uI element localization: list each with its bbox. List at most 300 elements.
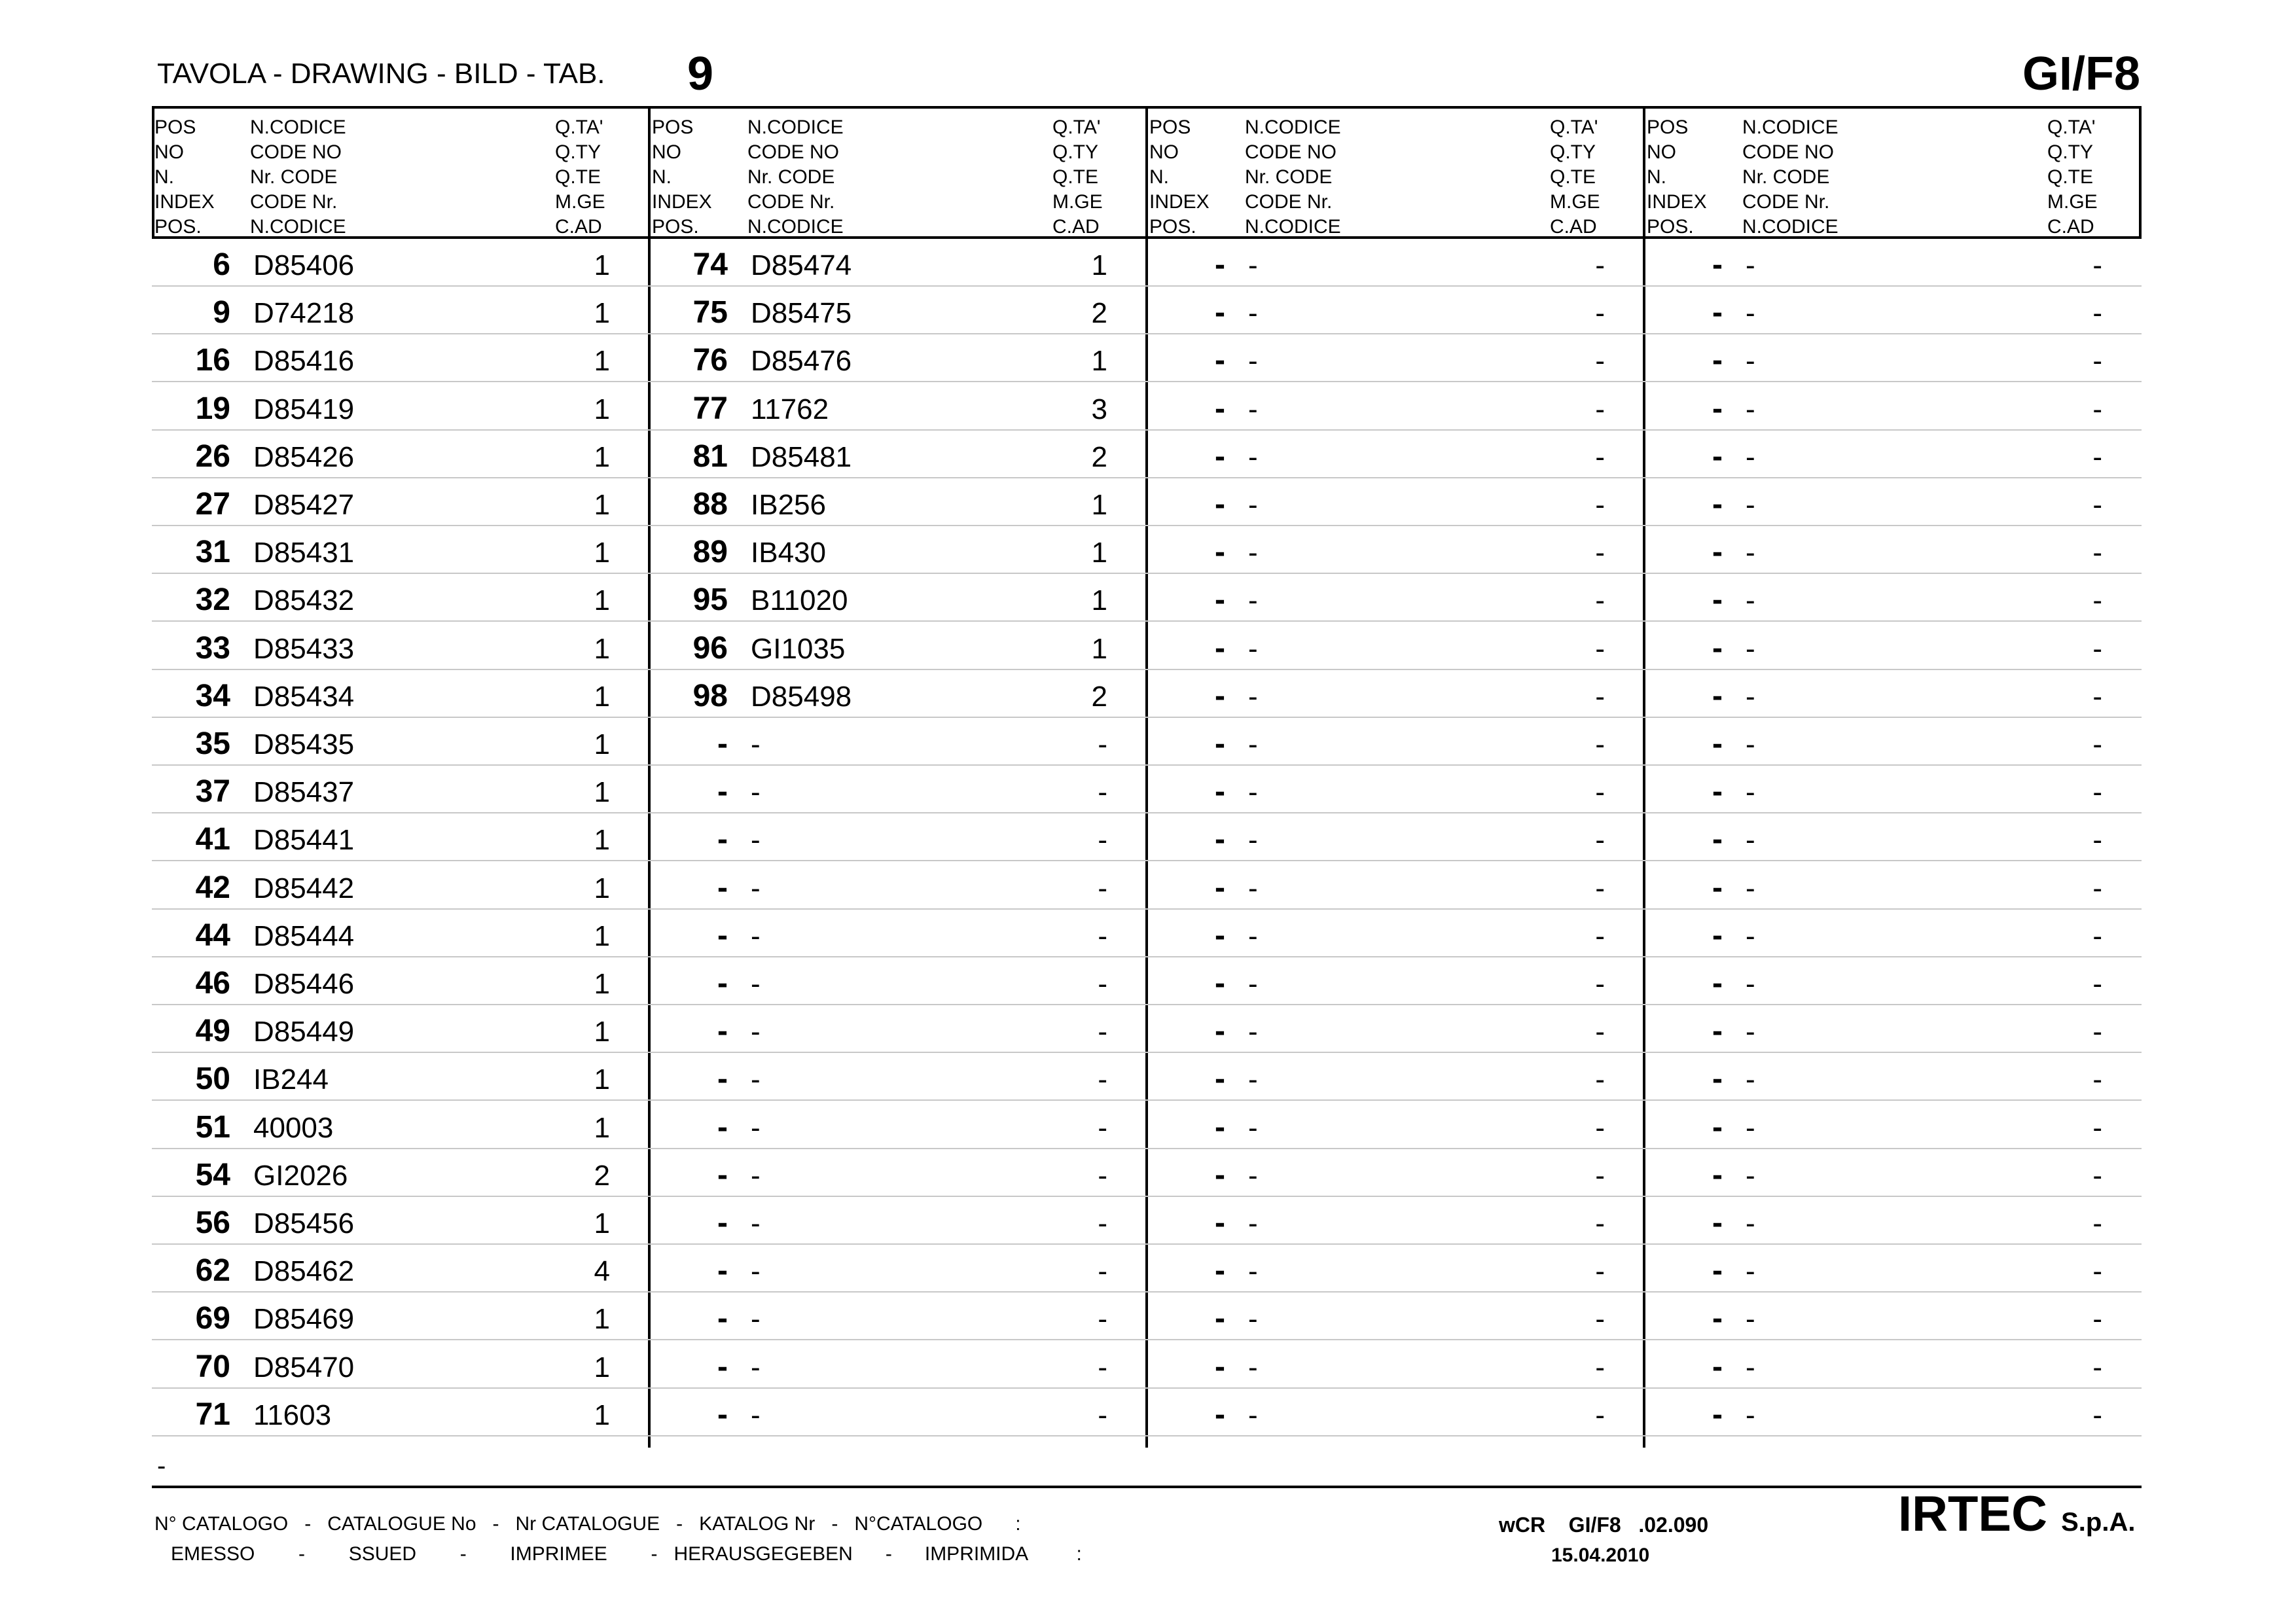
row-position: 96 bbox=[692, 630, 728, 666]
row-position: - bbox=[1215, 1301, 1225, 1336]
row-code: - bbox=[1248, 1207, 1258, 1240]
row-code: - bbox=[1248, 632, 1258, 665]
row-quantity: - bbox=[1098, 1111, 1107, 1144]
row-quantity: 1 bbox=[594, 872, 610, 904]
row-position: - bbox=[1215, 630, 1225, 666]
row-quantity: 2 bbox=[1091, 297, 1107, 330]
row-position: - bbox=[717, 1301, 728, 1336]
row-quantity: 2 bbox=[1091, 440, 1107, 473]
row-code: - bbox=[1746, 440, 1755, 473]
row-code: - bbox=[751, 1351, 761, 1383]
row-quantity: - bbox=[2092, 393, 2102, 425]
row-position: - bbox=[1215, 822, 1225, 857]
row-quantity: - bbox=[2092, 872, 2102, 904]
row-quantity: 1 bbox=[594, 1063, 610, 1096]
row-position: - bbox=[1215, 726, 1225, 761]
row-quantity: 1 bbox=[594, 440, 610, 473]
row-position: - bbox=[1712, 1349, 1723, 1384]
row-position: - bbox=[1712, 1253, 1723, 1289]
row-quantity: - bbox=[2092, 440, 2102, 473]
header-pos: POS NO N. INDEX POS. bbox=[652, 116, 712, 238]
row-quantity: - bbox=[1098, 1207, 1107, 1240]
row-code: - bbox=[1248, 393, 1258, 425]
row-code: - bbox=[1248, 872, 1258, 904]
row-quantity: - bbox=[1098, 872, 1107, 904]
row-quantity: - bbox=[2092, 1111, 2102, 1144]
row-quantity: - bbox=[1098, 776, 1107, 809]
row-position: - bbox=[1712, 438, 1723, 474]
row-code: D85462 bbox=[253, 1255, 355, 1288]
row-position: 70 bbox=[195, 1349, 230, 1384]
row-quantity: 1 bbox=[594, 632, 610, 665]
row-position: 77 bbox=[692, 391, 728, 426]
row-position: 41 bbox=[195, 822, 230, 857]
row-quantity: 1 bbox=[1091, 584, 1107, 617]
table-row bbox=[152, 670, 2142, 718]
row-position: - bbox=[717, 1349, 728, 1384]
row-code: 11762 bbox=[751, 393, 829, 425]
row-position: - bbox=[717, 822, 728, 857]
row-code: 11603 bbox=[253, 1399, 332, 1431]
row-code: D85427 bbox=[253, 489, 355, 521]
row-quantity: - bbox=[2092, 1255, 2102, 1288]
row-quantity: - bbox=[1098, 1351, 1107, 1383]
row-position: - bbox=[1712, 678, 1723, 713]
table-number: 9 bbox=[687, 48, 714, 100]
row-position: - bbox=[1712, 1109, 1723, 1145]
row-position: - bbox=[1215, 1157, 1225, 1192]
row-quantity: - bbox=[1595, 824, 1605, 857]
row-code: - bbox=[1248, 297, 1258, 330]
row-quantity: - bbox=[1595, 537, 1605, 569]
row-quantity: - bbox=[2092, 1399, 2102, 1431]
row-position: - bbox=[1215, 774, 1225, 810]
row-code: D85432 bbox=[253, 584, 355, 617]
row-position: - bbox=[1712, 535, 1723, 570]
row-code: D85437 bbox=[253, 776, 355, 809]
table-row bbox=[152, 910, 2142, 957]
row-code: - bbox=[1248, 345, 1258, 378]
row-code: 40003 bbox=[253, 1111, 334, 1144]
row-code: - bbox=[751, 1255, 761, 1288]
row-quantity: 1 bbox=[594, 776, 610, 809]
row-code: B11020 bbox=[751, 584, 848, 617]
row-position: 31 bbox=[195, 535, 230, 570]
row-code: - bbox=[751, 1159, 761, 1192]
row-code: - bbox=[751, 919, 761, 952]
row-quantity: 1 bbox=[1091, 249, 1107, 281]
row-code: D85469 bbox=[253, 1303, 355, 1336]
row-code: - bbox=[1248, 1399, 1258, 1431]
row-code: - bbox=[1746, 680, 1755, 713]
row-quantity: - bbox=[1595, 249, 1605, 281]
row-quantity: 2 bbox=[1091, 680, 1107, 713]
row-quantity: - bbox=[1595, 1063, 1605, 1096]
issue-date: 15.04.2010 bbox=[1551, 1544, 1650, 1566]
row-code: D85470 bbox=[253, 1351, 355, 1383]
row-code: - bbox=[1746, 1159, 1755, 1192]
row-quantity: - bbox=[1595, 345, 1605, 378]
row-position: - bbox=[1712, 630, 1723, 666]
row-position: - bbox=[1712, 966, 1723, 1001]
row-quantity: 1 bbox=[594, 1207, 610, 1240]
row-quantity: - bbox=[1595, 1399, 1605, 1431]
row-code: - bbox=[1746, 345, 1755, 378]
row-code: - bbox=[1746, 776, 1755, 809]
row-position: - bbox=[1215, 918, 1225, 953]
row-code: - bbox=[1248, 919, 1258, 952]
row-code: - bbox=[1248, 1111, 1258, 1144]
row-quantity: - bbox=[1098, 1159, 1107, 1192]
row-quantity: - bbox=[1595, 1016, 1605, 1048]
row-quantity: - bbox=[1098, 1016, 1107, 1048]
row-code: D85481 bbox=[751, 440, 852, 473]
table-row bbox=[152, 718, 2142, 766]
footer-issued-labels: EMESSO - SSUED - IMPRIMEE - HERAUSGEGEBEN - IMPRIMIDA : bbox=[154, 1543, 1082, 1565]
row-position: - bbox=[717, 1014, 728, 1049]
header-qty: Q.TA' Q.TY Q.TE M.GE C.AD bbox=[1550, 116, 1600, 238]
row-code: D85434 bbox=[253, 680, 355, 713]
row-quantity: - bbox=[1595, 968, 1605, 1000]
row-quantity: - bbox=[2092, 919, 2102, 952]
row-quantity: 1 bbox=[594, 249, 610, 281]
row-position: 88 bbox=[692, 487, 728, 522]
row-quantity: 1 bbox=[594, 537, 610, 569]
row-position: - bbox=[717, 1109, 728, 1145]
header-pos: POS NO N. INDEX POS. bbox=[1647, 116, 1707, 238]
row-position: 95 bbox=[692, 582, 728, 618]
table-row bbox=[152, 766, 2142, 813]
row-position: - bbox=[1215, 1061, 1225, 1097]
row-position: - bbox=[1712, 1301, 1723, 1336]
row-quantity: - bbox=[1595, 489, 1605, 521]
row-position: 44 bbox=[195, 918, 230, 953]
row-quantity: - bbox=[2092, 728, 2102, 760]
header-qty: Q.TA' Q.TY Q.TE M.GE C.AD bbox=[555, 116, 605, 238]
row-position: - bbox=[1712, 870, 1723, 905]
row-position: - bbox=[1215, 966, 1225, 1001]
row-quantity: - bbox=[1098, 824, 1107, 857]
row-code: D85476 bbox=[751, 345, 852, 378]
row-quantity: - bbox=[1595, 872, 1605, 904]
row-position: 26 bbox=[195, 438, 230, 474]
row-quantity: - bbox=[1595, 680, 1605, 713]
row-position: 19 bbox=[195, 391, 230, 426]
row-code: - bbox=[1746, 728, 1755, 760]
row-code: - bbox=[1746, 537, 1755, 569]
table-row bbox=[152, 478, 2142, 526]
row-position: - bbox=[717, 1205, 728, 1240]
row-code: - bbox=[1746, 632, 1755, 665]
row-quantity: - bbox=[2092, 1207, 2102, 1240]
row-position: - bbox=[1215, 1253, 1225, 1289]
table-row bbox=[152, 1293, 2142, 1340]
row-position: 35 bbox=[195, 726, 230, 761]
row-position: 98 bbox=[692, 678, 728, 713]
row-quantity: 4 bbox=[594, 1255, 610, 1288]
row-code: - bbox=[1248, 584, 1258, 617]
table-row bbox=[152, 1005, 2142, 1053]
row-code: - bbox=[1746, 824, 1755, 857]
row-position: - bbox=[1215, 1109, 1225, 1145]
row-position: - bbox=[1215, 678, 1225, 713]
row-code: D85446 bbox=[253, 968, 355, 1000]
row-position: - bbox=[717, 774, 728, 810]
row-position: - bbox=[1712, 1061, 1723, 1097]
row-quantity: 1 bbox=[594, 489, 610, 521]
row-code: - bbox=[751, 776, 761, 809]
row-quantity: - bbox=[2092, 1063, 2102, 1096]
row-position: - bbox=[1215, 1397, 1225, 1432]
row-code: - bbox=[1746, 1207, 1755, 1240]
row-position: 74 bbox=[692, 247, 728, 282]
row-quantity: 1 bbox=[594, 968, 610, 1000]
note: - bbox=[157, 1452, 166, 1480]
row-quantity: 1 bbox=[594, 345, 610, 378]
row-position: - bbox=[1712, 247, 1723, 282]
row-position: - bbox=[717, 1157, 728, 1192]
row-quantity: - bbox=[1098, 1063, 1107, 1096]
row-position: - bbox=[717, 870, 728, 905]
row-quantity: - bbox=[1595, 1303, 1605, 1336]
row-quantity: 1 bbox=[594, 1303, 610, 1336]
row-position: 56 bbox=[195, 1205, 230, 1240]
row-position: - bbox=[1215, 1205, 1225, 1240]
row-quantity: - bbox=[2092, 1016, 2102, 1048]
row-position: - bbox=[1215, 295, 1225, 330]
row-code: - bbox=[1248, 537, 1258, 569]
header-qty: Q.TA' Q.TY Q.TE M.GE C.AD bbox=[1052, 116, 1103, 238]
row-quantity: 3 bbox=[1091, 393, 1107, 425]
brand-suffix: S.p.A. bbox=[2061, 1508, 2136, 1537]
row-position: - bbox=[1712, 726, 1723, 761]
header-code: N.CODICE CODE NO Nr. CODE CODE Nr. N.CODICE bbox=[1245, 116, 1341, 238]
row-position: - bbox=[1712, 343, 1723, 378]
row-code: D74218 bbox=[253, 297, 355, 330]
row-code: - bbox=[1248, 1351, 1258, 1383]
row-position: 54 bbox=[195, 1157, 230, 1192]
row-position: - bbox=[717, 1253, 728, 1289]
row-code: - bbox=[1746, 968, 1755, 1000]
row-quantity: - bbox=[2092, 249, 2102, 281]
row-quantity: 1 bbox=[594, 1351, 610, 1383]
row-code: D85426 bbox=[253, 440, 355, 473]
row-quantity: - bbox=[1595, 440, 1605, 473]
row-code: D85419 bbox=[253, 393, 355, 425]
row-quantity: - bbox=[1595, 1255, 1605, 1288]
header-code: N.CODICE CODE NO Nr. CODE CODE Nr. N.CODICE bbox=[250, 116, 346, 238]
row-code: - bbox=[751, 1303, 761, 1336]
row-position: - bbox=[1712, 1397, 1723, 1432]
row-quantity: 1 bbox=[594, 728, 610, 760]
row-quantity: - bbox=[1098, 1255, 1107, 1288]
row-position: 42 bbox=[195, 870, 230, 905]
row-code: - bbox=[1746, 249, 1755, 281]
row-position: - bbox=[1712, 582, 1723, 618]
table-row bbox=[152, 1389, 2142, 1436]
row-quantity: 1 bbox=[1091, 345, 1107, 378]
row-code: - bbox=[751, 1111, 761, 1144]
table-row bbox=[152, 1149, 2142, 1197]
row-code: D85456 bbox=[253, 1207, 355, 1240]
row-code: D85474 bbox=[751, 249, 852, 281]
table-row bbox=[152, 622, 2142, 670]
row-code: - bbox=[1746, 1351, 1755, 1383]
row-code: D85449 bbox=[253, 1016, 355, 1048]
row-position: - bbox=[1712, 487, 1723, 522]
table-row bbox=[152, 1245, 2142, 1293]
catalog-reference: wCR GI/F8 .02.090 bbox=[1499, 1513, 1709, 1537]
table-row bbox=[152, 383, 2142, 431]
row-code: D85498 bbox=[751, 680, 852, 713]
row-code: - bbox=[751, 1063, 761, 1096]
row-position: - bbox=[717, 1061, 728, 1097]
row-quantity: - bbox=[2092, 297, 2102, 330]
table-row bbox=[152, 431, 2142, 478]
row-quantity: - bbox=[2092, 776, 2102, 809]
row-position: - bbox=[1712, 1014, 1723, 1049]
row-quantity: - bbox=[1595, 297, 1605, 330]
row-code: - bbox=[1248, 1303, 1258, 1336]
row-quantity: 1 bbox=[1091, 489, 1107, 521]
row-quantity: 1 bbox=[594, 919, 610, 952]
table-row bbox=[152, 1101, 2142, 1149]
row-code: - bbox=[1746, 1111, 1755, 1144]
row-position: 71 bbox=[195, 1397, 230, 1432]
row-position: 51 bbox=[195, 1109, 230, 1145]
row-code: - bbox=[1248, 968, 1258, 1000]
table-row bbox=[152, 1341, 2142, 1389]
row-quantity: - bbox=[1098, 1303, 1107, 1336]
row-position: - bbox=[1712, 391, 1723, 426]
row-code: - bbox=[1248, 1016, 1258, 1048]
drawing-title: TAVOLA - DRAWING - BILD - TAB. bbox=[157, 58, 605, 90]
row-position: - bbox=[1215, 391, 1225, 426]
row-position: - bbox=[717, 726, 728, 761]
row-quantity: - bbox=[2092, 1159, 2102, 1192]
row-code: D85416 bbox=[253, 345, 355, 378]
row-code: - bbox=[1248, 1159, 1258, 1192]
row-code: - bbox=[1248, 824, 1258, 857]
row-quantity: - bbox=[1098, 968, 1107, 1000]
row-code: D85406 bbox=[253, 249, 355, 281]
row-position: - bbox=[1712, 295, 1723, 330]
row-code: D85442 bbox=[253, 872, 355, 904]
footer-divider bbox=[152, 1486, 2142, 1488]
row-code: - bbox=[1746, 393, 1755, 425]
row-code: - bbox=[1248, 1255, 1258, 1288]
header-code: N.CODICE CODE NO Nr. CODE CODE Nr. N.CODICE bbox=[1742, 116, 1839, 238]
table-row bbox=[152, 862, 2142, 910]
table-row bbox=[152, 957, 2142, 1005]
row-quantity: 1 bbox=[1091, 632, 1107, 665]
row-position: 89 bbox=[692, 535, 728, 570]
row-quantity: - bbox=[1595, 393, 1605, 425]
row-code: - bbox=[1746, 1303, 1755, 1336]
row-code: - bbox=[751, 872, 761, 904]
table-row bbox=[152, 574, 2142, 622]
row-quantity: 1 bbox=[594, 1399, 610, 1431]
row-position: 75 bbox=[692, 295, 728, 330]
row-quantity: - bbox=[2092, 1303, 2102, 1336]
row-quantity: 2 bbox=[594, 1159, 610, 1192]
row-code: - bbox=[751, 968, 761, 1000]
table-row bbox=[152, 287, 2142, 334]
brand-name: IRTEC bbox=[1898, 1486, 2047, 1542]
row-position: 76 bbox=[692, 343, 728, 378]
row-code: - bbox=[751, 1207, 761, 1240]
row-quantity: 1 bbox=[594, 824, 610, 857]
row-position: 50 bbox=[195, 1061, 230, 1097]
row-code: - bbox=[1248, 1063, 1258, 1096]
row-code: GI2026 bbox=[253, 1159, 348, 1192]
row-position: - bbox=[1712, 1157, 1723, 1192]
row-code: - bbox=[1248, 440, 1258, 473]
header-pos: POS NO N. INDEX POS. bbox=[154, 116, 215, 238]
row-quantity: - bbox=[1595, 919, 1605, 952]
row-position: 16 bbox=[195, 343, 230, 378]
drawing-code: GI/F8 bbox=[2022, 48, 2140, 100]
row-code: - bbox=[1746, 1399, 1755, 1431]
row-code: GI1035 bbox=[751, 632, 846, 665]
row-code: - bbox=[751, 728, 761, 760]
row-code: - bbox=[751, 1399, 761, 1431]
parts-table bbox=[152, 106, 2142, 1448]
row-code: - bbox=[1746, 297, 1755, 330]
row-position: 62 bbox=[195, 1253, 230, 1289]
row-quantity: - bbox=[1595, 1159, 1605, 1192]
row-quantity: - bbox=[2092, 584, 2102, 617]
row-quantity: - bbox=[2092, 968, 2102, 1000]
row-quantity: - bbox=[2092, 1351, 2102, 1383]
row-position: - bbox=[717, 966, 728, 1001]
row-quantity: - bbox=[1595, 1111, 1605, 1144]
row-code: - bbox=[1746, 489, 1755, 521]
row-position: 81 bbox=[692, 438, 728, 474]
row-position: 33 bbox=[195, 630, 230, 666]
row-quantity: - bbox=[1595, 1351, 1605, 1383]
row-position: 46 bbox=[195, 966, 230, 1001]
row-position: 32 bbox=[195, 582, 230, 618]
row-position: - bbox=[1712, 774, 1723, 810]
row-position: 37 bbox=[195, 774, 230, 810]
row-position: 6 bbox=[213, 247, 230, 282]
row-position: - bbox=[1215, 1349, 1225, 1384]
row-quantity: - bbox=[1098, 728, 1107, 760]
row-quantity: - bbox=[2092, 537, 2102, 569]
row-code: - bbox=[751, 824, 761, 857]
row-quantity: - bbox=[1595, 584, 1605, 617]
row-position: - bbox=[1712, 1205, 1723, 1240]
row-position: 69 bbox=[195, 1301, 230, 1336]
row-quantity: - bbox=[1098, 1399, 1107, 1431]
row-quantity: - bbox=[1098, 919, 1107, 952]
table-row bbox=[152, 526, 2142, 574]
table-row bbox=[152, 813, 2142, 861]
row-quantity: - bbox=[1595, 728, 1605, 760]
row-position: - bbox=[717, 1397, 728, 1432]
row-quantity: - bbox=[2092, 489, 2102, 521]
row-position: - bbox=[1712, 918, 1723, 953]
row-quantity: - bbox=[2092, 632, 2102, 665]
table-row bbox=[152, 1197, 2142, 1245]
row-quantity: 1 bbox=[594, 584, 610, 617]
row-position: - bbox=[1215, 343, 1225, 378]
row-position: 9 bbox=[213, 295, 230, 330]
brand-logo bbox=[1898, 1486, 2135, 1543]
row-position: - bbox=[1215, 582, 1225, 618]
row-quantity: - bbox=[1595, 776, 1605, 809]
